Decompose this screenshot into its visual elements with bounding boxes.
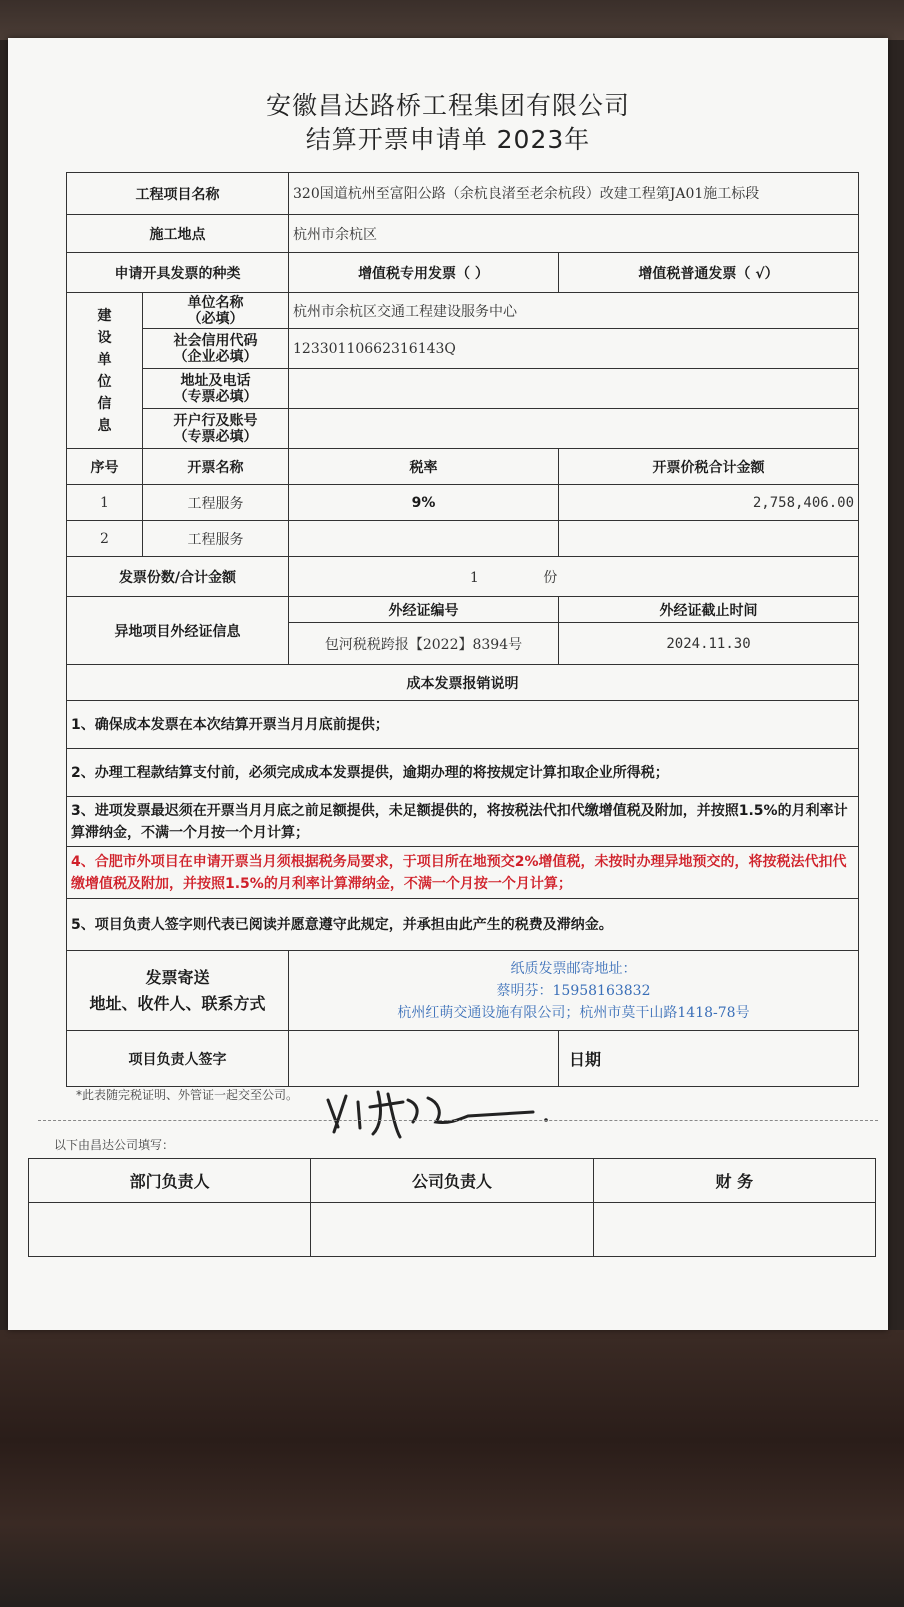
item-no: 2 bbox=[67, 521, 143, 557]
signature-cell bbox=[289, 1031, 559, 1087]
header-amount: 开票价税合计金额 bbox=[559, 449, 859, 485]
invoice-type-label: 申请开具发票的种类 bbox=[67, 253, 289, 293]
cert-deadline-label: 外经证截止时间 bbox=[559, 597, 859, 623]
item-amount: 2,758,406.00 bbox=[559, 485, 859, 521]
row-items-header bbox=[67, 449, 859, 485]
project-name-value: 320国道杭州至富阳公路（余杭良渚至老余杭段）改建工程第JA01施工标段 bbox=[289, 173, 859, 215]
credit-code-label: 社会信用代码 （企业必填） bbox=[143, 329, 289, 369]
site-label: 施工地点 bbox=[67, 215, 289, 253]
row-credit-code bbox=[67, 329, 859, 369]
invoice-count-unit: 份 bbox=[543, 569, 558, 586]
cut-line bbox=[38, 1120, 878, 1121]
outside-cert-label: 异地项目外经证信息 bbox=[67, 597, 289, 665]
row-address bbox=[67, 369, 859, 409]
builder-info-group-label: 建 设 单 位 信 息 bbox=[67, 293, 143, 449]
company-head-header: 公司负责人 bbox=[311, 1159, 593, 1203]
invoice-type-normal: 增值税普通发票（ √） bbox=[559, 253, 859, 293]
row-invoice-type bbox=[67, 253, 859, 293]
row-site bbox=[67, 215, 859, 253]
table-row bbox=[67, 485, 859, 521]
handwritten-signature-icon bbox=[308, 1082, 558, 1142]
item-no: 1 bbox=[67, 485, 143, 521]
note-5: 5、项目负责人签字则代表已阅读并愿意遵守此规定，并承担由此产生的税费及滞纳金。 bbox=[67, 899, 859, 951]
note-row bbox=[67, 847, 859, 899]
mailing-label: 发票寄送 地址、收件人、联系方式 bbox=[67, 951, 289, 1031]
note-3: 3、进项发票最迟须在开票当月月底之前足额提供，未足额提供的，将按税法代扣代缴增值税及附加，并按照1.5%的月利率计算滞纳金，不满一个月按一个月计算； bbox=[67, 797, 859, 847]
application-table bbox=[66, 172, 859, 1087]
row-summary bbox=[67, 557, 859, 597]
table-row bbox=[67, 521, 859, 557]
background-table-surface bbox=[0, 1330, 904, 1607]
summary-value bbox=[289, 557, 859, 597]
address-label: 地址及电话 （专票必填） bbox=[143, 369, 289, 409]
note-1: 1、确保成本发票在本次结算开票当月月底前提供； bbox=[67, 701, 859, 749]
row-bank bbox=[67, 409, 859, 449]
footnote: *此表随完税证明、外管证一起交至公司。 bbox=[76, 1088, 299, 1102]
row-outside-cert-header bbox=[67, 597, 859, 623]
mailing-address: 纸质发票邮寄地址： 蔡明芬：15958163832 杭州红萌交通设施有限公司；杭州市莫干山路1418-78号 bbox=[289, 951, 859, 1031]
company-head-sign bbox=[311, 1203, 593, 1257]
date-label: 日期 bbox=[569, 1050, 602, 1069]
approval-header-row bbox=[29, 1159, 876, 1203]
approval-sign-row bbox=[29, 1203, 876, 1257]
note-2: 2、办理工程款结算支付前，必须完成成本发票提供，逾期办理的将按规定计算扣取企业所得税； bbox=[67, 749, 859, 797]
summary-label: 发票份数/合计金额 bbox=[67, 557, 289, 597]
invoice-type-special: 增值税专用发票（ ） bbox=[289, 253, 559, 293]
approval-table bbox=[28, 1158, 876, 1257]
dept-head-header: 部门负责人 bbox=[29, 1159, 311, 1203]
unit-name-label: 单位名称 （必填） bbox=[143, 293, 289, 329]
item-name: 工程服务 bbox=[143, 521, 289, 557]
finance-header: 财 务 bbox=[593, 1159, 875, 1203]
sign-label: 项目负责人签字 bbox=[67, 1031, 289, 1087]
header-name: 开票名称 bbox=[143, 449, 289, 485]
address-value bbox=[289, 369, 859, 409]
row-mailing bbox=[67, 951, 859, 1031]
date-cell bbox=[559, 1031, 859, 1087]
credit-code-value: 12330110662316143Q bbox=[289, 329, 859, 369]
bank-label: 开户行及账号 （专票必填） bbox=[143, 409, 289, 449]
form-title: 结算开票申请单 2023年 bbox=[305, 125, 591, 154]
site-value: 杭州市余杭区 bbox=[289, 215, 859, 253]
note-row bbox=[67, 899, 859, 951]
item-amount bbox=[559, 521, 859, 557]
project-name-label: 工程项目名称 bbox=[67, 173, 289, 215]
finance-sign bbox=[593, 1203, 875, 1257]
background-top bbox=[0, 0, 904, 40]
dept-head-sign bbox=[29, 1203, 311, 1257]
item-rate: 9% bbox=[289, 485, 559, 521]
cert-no-label: 外经证编号 bbox=[289, 597, 559, 623]
row-unit-name bbox=[67, 293, 859, 329]
cert-deadline-value: 2024.11.30 bbox=[559, 623, 859, 665]
note-row bbox=[67, 701, 859, 749]
form-sheet bbox=[8, 38, 888, 1330]
row-signature bbox=[67, 1031, 859, 1087]
header-no: 序号 bbox=[67, 449, 143, 485]
note-row bbox=[67, 749, 859, 797]
cert-no-value: 包河税税跨报【2022】8394号 bbox=[289, 623, 559, 665]
header-rate: 税率 bbox=[289, 449, 559, 485]
row-notes-title bbox=[67, 665, 859, 701]
note-4: 4、合肥市外项目在申请开票当月须根据税务局要求，于项目所在地预交2%增值税，未按时办理异地预交的，将按税法代扣代缴增值税及附加，并按照1.5%的月利率计算滞纳金，不满一个月按一个月计算； bbox=[67, 847, 859, 899]
note-row bbox=[67, 797, 859, 847]
company-title: 安徽昌达路桥工程集团有限公司 bbox=[265, 91, 630, 120]
notes-title: 成本发票报销说明 bbox=[67, 665, 859, 701]
unit-name-value: 杭州市余杭区交通工程建设服务中心 bbox=[289, 293, 859, 329]
invoice-count: 1 bbox=[469, 569, 479, 586]
item-rate bbox=[289, 521, 559, 557]
fill-by-label: 以下由昌达公司填写： bbox=[54, 1138, 175, 1152]
item-name: 工程服务 bbox=[143, 485, 289, 521]
bank-value bbox=[289, 409, 859, 449]
row-project-name bbox=[67, 173, 859, 215]
